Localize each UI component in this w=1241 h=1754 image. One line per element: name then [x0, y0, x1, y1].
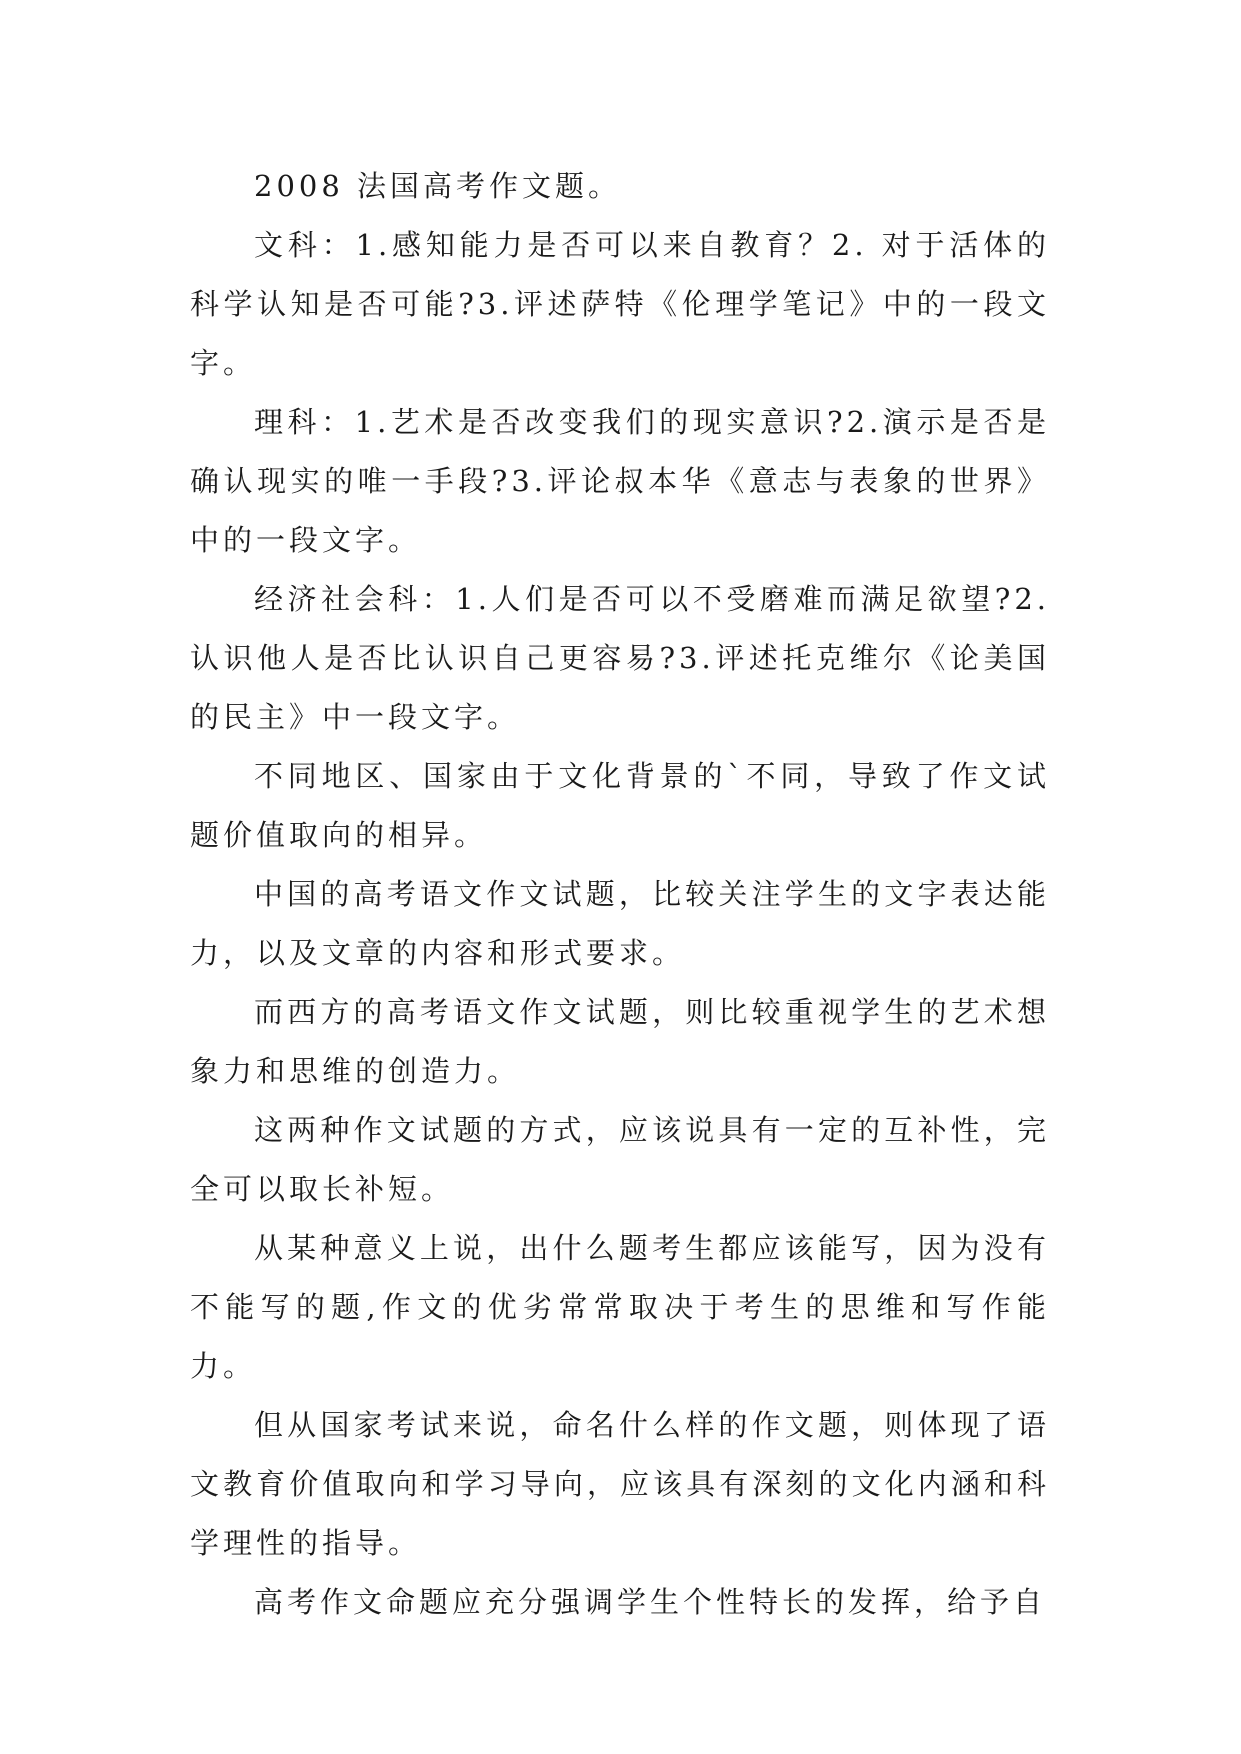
paragraph-china-exam: 中国的高考语文作文试题，比较关注学生的文字表达能力，以及文章的内容和形式要求。 [190, 877, 1050, 970]
paragraph-national-exam: 但从国家考试来说，命名什么样的作文题，则体现了语文教育价值取向和学习导向，应该具有深刻的文化内涵和科学理性的指导。 [190, 1408, 1050, 1560]
paragraph-title: 2008 法国高考作文题。 [254, 169, 622, 203]
paragraph-liberal-arts: 文科：1.感知能力是否可以来自教育？2. 对于活体的科学认知是否可能?3.评述萨特《伦理学笔记》中的一段文字。 [190, 228, 1050, 380]
paragraph-any-topic: 从某种意义上说，出什么题考生都应该能写，因为没有不能写的题,作文的优劣常常取决于考生的思维和写作能力。 [190, 1231, 1050, 1383]
paragraph-complementary: 这两种作文试题的方式，应该说具有一定的互补性，完全可以取长补短。 [190, 1113, 1050, 1206]
paragraph-individuality: 高考作文命题应充分强调学生个性特长的发挥，给予自 [254, 1585, 1047, 1619]
paragraph-cultural-difference: 不同地区、国家由于文化背景的`不同，导致了作文试题价值取向的相异。 [190, 759, 1050, 852]
paragraph-science: 理科：1.艺术是否改变我们的现实意识?2.演示是否是确认现实的唯一手段?3.评论叔本华《意志与表象的世界》中的一段文字。 [190, 405, 1050, 557]
paragraph-economics-social: 经济社会科：1.人们是否可以不受磨难而满足欲望?2.认识他人是否比认识自己更容易?3.评述托克维尔《论美国的民主》中一段文字。 [190, 582, 1050, 734]
paragraph-western-exam: 而西方的高考语文作文试题，则比较重视学生的艺术想象力和思维的创造力。 [190, 995, 1050, 1088]
document-body [190, 157, 1050, 1632]
